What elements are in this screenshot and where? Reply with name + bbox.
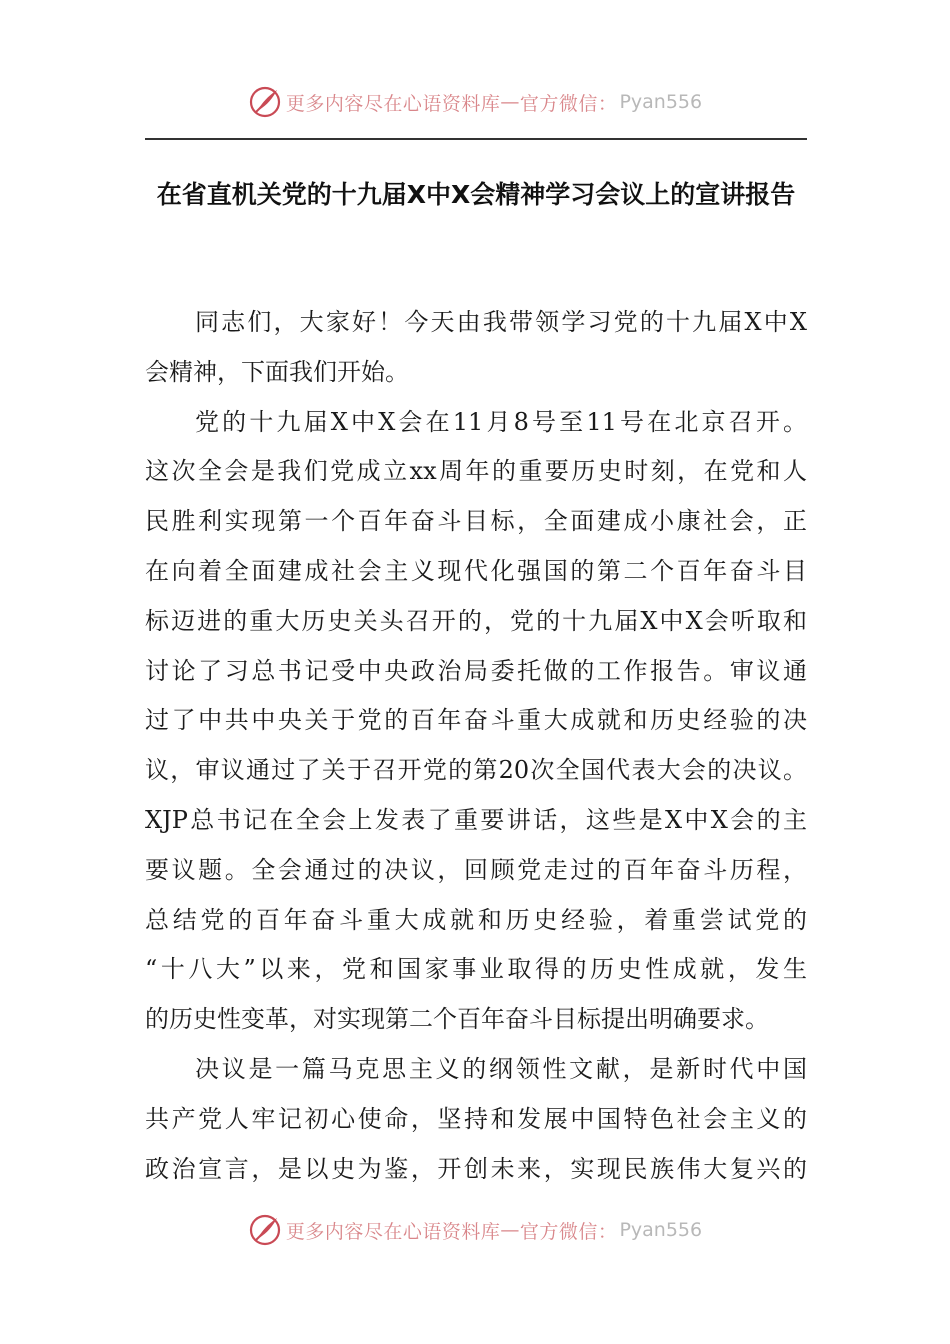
body-line: 这次全会是我们党成立xx周年的重要历史时刻，在党和人 [145, 457, 807, 486]
banner-separator: — [500, 91, 520, 113]
footer-banner [0, 1210, 950, 1250]
body-line: “十八大”以来，党和国家事业取得的历史性成就，发生 [145, 955, 807, 984]
body-line: 同志们，大家好！今天由我带领学习党的十九届X中X [195, 308, 807, 336]
document-body [145, 298, 807, 1194]
banner-slogan: 更多内容尽在心语资料库 [285, 1220, 501, 1243]
banner-wechat-id: Pyan556 [619, 91, 703, 113]
quill-logo-icon [248, 85, 282, 119]
body-line: 讨论了习总书记受中央政治局委托做的工作报告。审议通 [145, 656, 807, 685]
body-line: 过了中共中央关于党的百年奋斗重大成就和历史经验的决 [145, 706, 807, 735]
body-line: 要议题。全会通过的决议，回顾党走过的百年奋斗历程， [145, 855, 807, 884]
header-banner [0, 82, 950, 122]
banner-slogan: 更多内容尽在心语资料库 [285, 92, 501, 115]
body-line: 议，审议通过了关于召开党的第20次全国代表大会的决议。 [145, 756, 807, 785]
banner-wechat-label: 官方微信： [519, 92, 618, 115]
banner-wechat-id: Pyan556 [619, 1219, 703, 1241]
quill-logo-icon [248, 1213, 282, 1247]
body-line: 总结党的百年奋斗重大成就和历史经验，着重尝试党的 [145, 905, 807, 934]
header-divider [145, 138, 807, 140]
body-line: 政治宣言，是以史为鉴，开创未来，实现民族伟大复兴的 [145, 1154, 807, 1183]
document-title: 在省直机关党的十九届X中X会精神学习会议上的宣讲报告 [156, 180, 796, 209]
banner-wechat-label: 官方微信： [519, 1220, 618, 1243]
body-line: 共产党人牢记初心使命，坚持和发展中国特色社会主义的 [145, 1104, 807, 1133]
body-line: 民胜利实现第一个百年奋斗目标，全面建成小康社会，正 [145, 507, 807, 536]
body-line: 在向着全面建成社会主义现代化强国的第二个百年奋斗目 [145, 556, 807, 585]
body-line: 党的十九届X中X会在11月8号至11号在北京召开。 [195, 407, 807, 436]
body-line: 标迈进的重大历史关头召开的，党的十九届X中X会听取和 [145, 606, 807, 635]
body-line: 决议是一篇马克思主义的纲领性文献，是新时代中国 [195, 1054, 807, 1083]
body-line: 的历史性变革，对实现第二个百年奋斗目标提出明确要求。 [145, 1005, 769, 1034]
body-line: 会精神，下面我们开始。 [145, 357, 409, 386]
body-line: XJP总书记在全会上发表了重要讲话，这些是X中X会的主 [145, 805, 807, 834]
banner-separator: — [500, 1219, 520, 1241]
